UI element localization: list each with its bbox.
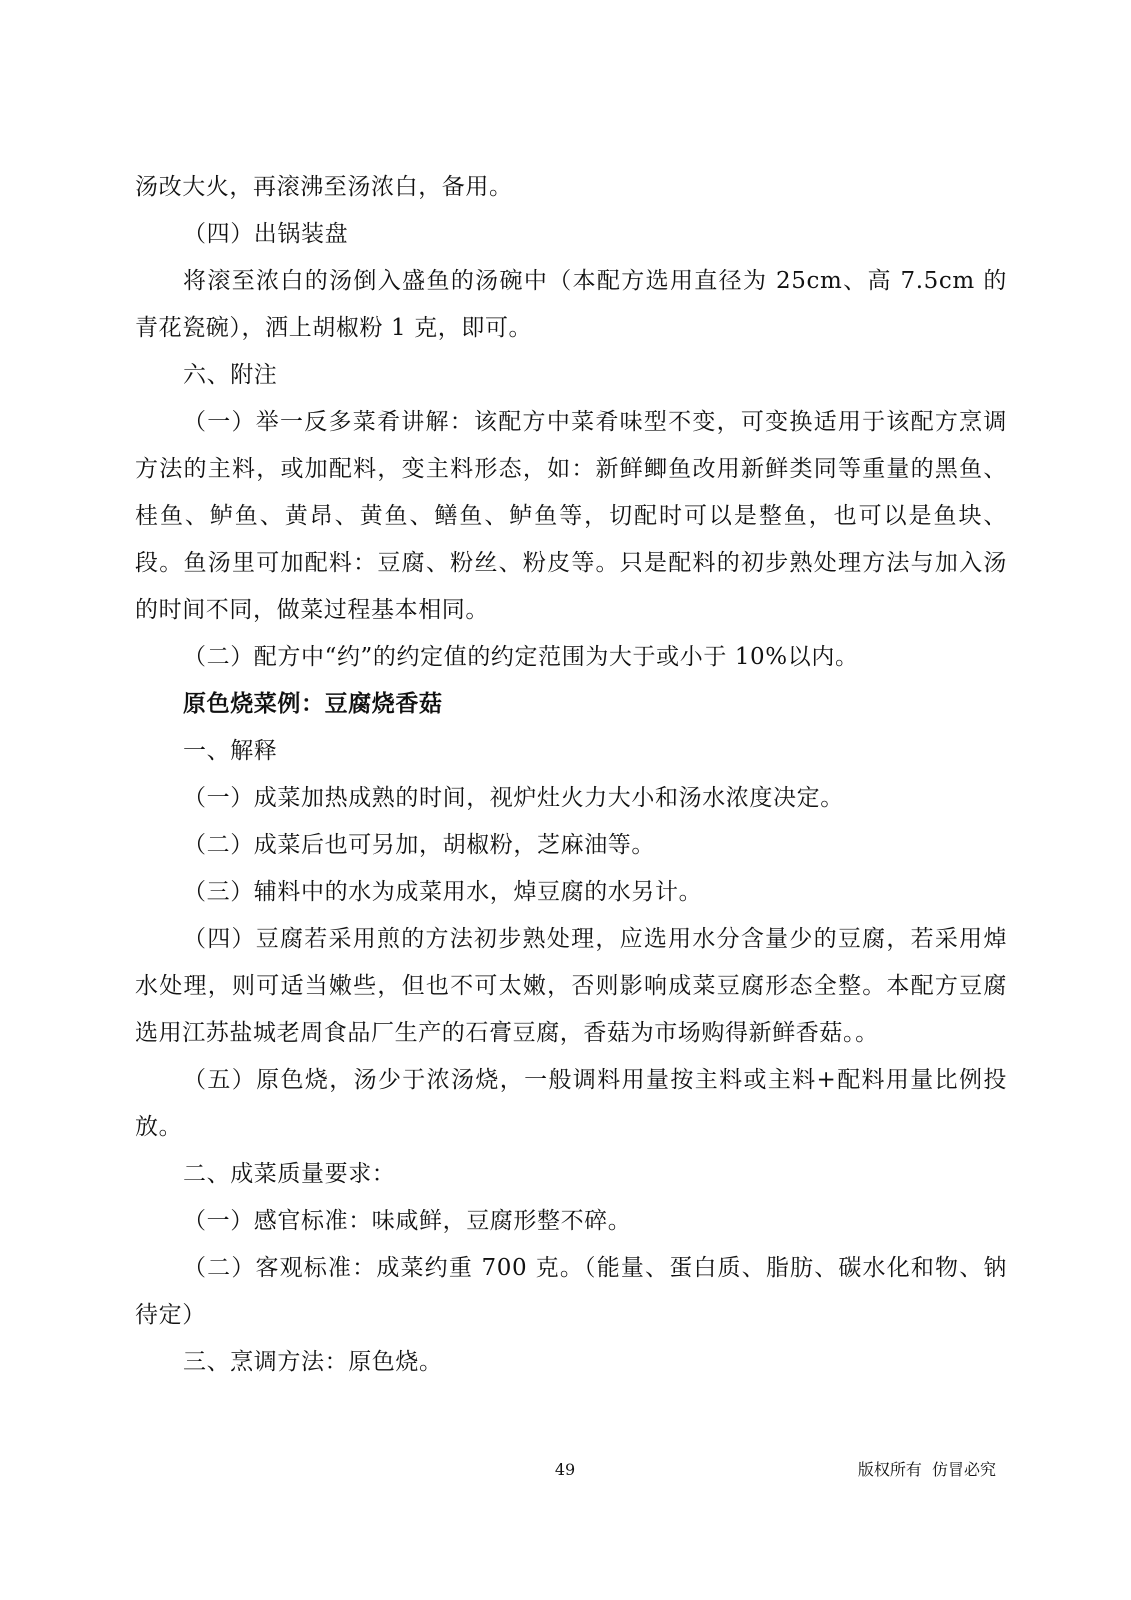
section-heading: 三、烹调方法：原色烧。 (183, 1349, 443, 1375)
paragraph: （三）辅料中的水为成菜用水，焯豆腐的水另计。 (183, 879, 703, 905)
section-heading: 一、解释 (183, 738, 278, 764)
paragraph: （五）原色烧，汤少于浓汤烧，一般调料用量按主料或主料+配料用量比例投放。 (135, 1067, 1007, 1140)
document-body (135, 164, 1007, 1386)
paragraph: （一）感官标准：味咸鲜，豆腐形整不碎。 (183, 1208, 632, 1234)
paragraph: （二）配方中“约”的约定值的约定范围为大于或小于 10%以内。 (183, 644, 859, 670)
recipe-title: 原色烧菜例：豆腐烧香菇 (183, 691, 443, 717)
paragraph: （一）成菜加热成熟的时间，视炉灶火力大小和汤水浓度决定。 (183, 785, 844, 811)
page-number: 49 (554, 1460, 576, 1479)
paragraph: 将滚至浓白的汤倒入盛鱼的汤碗中（本配方选用直径为 25cm、高 7.5cm 的青花瓷碗），洒上胡椒粉 1 克，即可。 (135, 268, 1007, 341)
copyright-notice: 版权所有 仿冒必究 (857, 1460, 996, 1479)
section-heading: 二、成菜质量要求： (183, 1161, 396, 1187)
paragraph: （四）豆腐若采用煎的方法初步熟处理，应选用水分含量少的豆腐，若采用焯水处理，则可适当嫩些，但也不可太嫩，否则影响成菜豆腐形态全整。本配方豆腐选用江苏盐城老周食品厂生产的石膏豆腐，香菇为市场购得新鲜香菇。。 (135, 926, 1007, 1046)
paragraph: （二）客观标准：成菜约重 700 克。（能量、蛋白质、脂肪、碳水化和物、钠待定） (135, 1255, 1007, 1328)
paragraph: 汤改大火，再滚沸至汤浓白，备用。 (135, 174, 513, 200)
section-heading: （四）出锅装盘 (183, 221, 349, 247)
paragraph: （一）举一反多菜肴讲解：该配方中菜肴味型不变，可变换适用于该配方烹调方法的主料，或加配料，变主料形态，如：新鲜鲫鱼改用新鲜类同等重量的黑鱼、桂鱼、鲈鱼、黄昂、黄鱼、鳝鱼、鲈鱼等，切配时可以是整鱼，也可以是鱼块、段。鱼汤里可加配料：豆腐、粉丝、粉皮等。只是配料的初步熟处理方法与加入汤的时间不同，做菜过程基本相同。 (135, 409, 1007, 623)
paragraph: （二）成菜后也可另加，胡椒粉，芝麻油等。 (183, 832, 655, 858)
section-heading: 六、附注 (183, 362, 278, 388)
